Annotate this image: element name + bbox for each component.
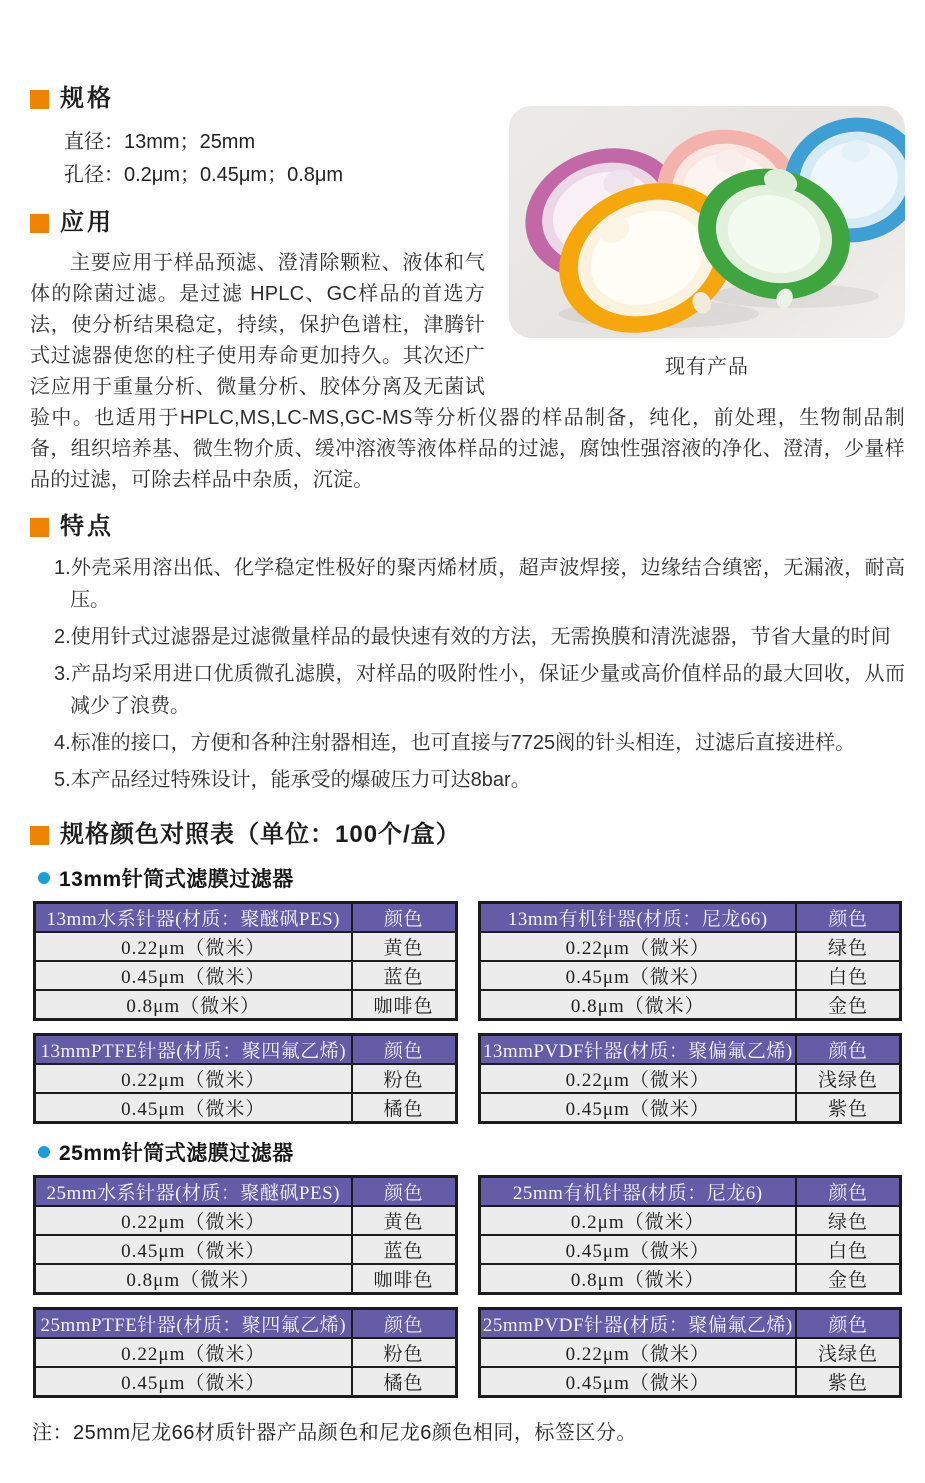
color-cell: 浅绿色 (796, 1338, 900, 1367)
table-row (35, 932, 457, 961)
table-row (479, 932, 901, 961)
spec-line-diameter: 直径：13mm；25mm (64, 131, 256, 153)
spec-line-pore: 孔径：0.2μm；0.45μm；0.8μm (64, 164, 344, 186)
color-cell: 橘色 (352, 1367, 456, 1397)
color-header-cell: 颜色 (796, 1309, 900, 1339)
spec-cell: 0.45μm（微米） (35, 1367, 352, 1397)
table-row (479, 1093, 901, 1123)
color-table (478, 1307, 903, 1398)
color-cell: 紫色 (796, 1093, 900, 1123)
color-header-cell: 颜色 (352, 903, 456, 933)
color-table (478, 1033, 903, 1124)
spec-cell: 0.2μm（微米） (479, 1206, 796, 1235)
table-header-row (35, 1035, 457, 1065)
tables-grid-13mm (33, 901, 902, 1124)
spec-cell: 0.45μm（微米） (479, 1235, 796, 1264)
spec-cell: 0.22μm（微米） (35, 1338, 352, 1367)
table-title-cell: 13mm水系针器(材质：聚醚砜PES) (35, 903, 352, 933)
spec-cell: 0.22μm（微米） (479, 1064, 796, 1093)
catalog-group-13mm (30, 863, 905, 1124)
table-row (35, 1093, 457, 1123)
syringe-filters-illustration (509, 106, 905, 338)
spec-cell: 0.22μm（微米） (35, 1064, 352, 1093)
spec-cell: 0.45μm（微米） (35, 961, 352, 990)
catalog-section-heading (30, 820, 905, 850)
table-header-row (35, 1309, 457, 1339)
product-photo-caption: 现有产品 (665, 356, 749, 378)
color-cell: 蓝色 (352, 1235, 456, 1264)
color-header-cell: 颜色 (796, 1177, 900, 1207)
table-header-row (479, 903, 901, 933)
table-row (35, 1338, 457, 1367)
subsection-heading-25mm (38, 1137, 905, 1167)
catalog-title: 规格颜色对照表（单位：100个/盒） (60, 821, 461, 848)
footnote: 注：25mm尼龙66材质针器产品颜色和尼龙6颜色相同，标签区分。 (32, 1422, 637, 1444)
color-cell: 金色 (796, 990, 900, 1020)
product-photo (509, 106, 905, 338)
color-cell: 橘色 (352, 1093, 456, 1123)
spec-cell: 0.22μm（微米） (35, 1206, 352, 1235)
table-row (479, 1367, 901, 1397)
table-title-cell: 25mmPTFE针器(材质：聚四氟乙烯) (35, 1309, 352, 1339)
color-cell: 黄色 (352, 932, 456, 961)
spec-cell: 0.8μm（微米） (479, 1264, 796, 1294)
table-row (35, 1235, 457, 1264)
catalog-group-25mm (30, 1137, 905, 1398)
spec-cell: 0.22μm（微米） (479, 1338, 796, 1367)
table-row (35, 961, 457, 990)
orange-square-icon (30, 214, 49, 233)
table-header-row (35, 903, 457, 933)
color-header-cell: 颜色 (796, 1035, 900, 1065)
table-row (479, 1064, 901, 1093)
table-row (479, 1206, 901, 1235)
table-row (479, 961, 901, 990)
table-title-cell: 25mm有机针器(材质：尼龙6) (479, 1177, 796, 1207)
table-header-row (479, 1309, 901, 1339)
table-row (35, 1064, 457, 1093)
blue-dot-icon (38, 1146, 50, 1158)
tables-grid-25mm (33, 1175, 902, 1398)
feature-item: 5.本产品经过特殊设计，能承受的爆破压力可达8bar。 (54, 769, 531, 791)
orange-square-icon (30, 826, 49, 845)
color-cell: 绿色 (796, 932, 900, 961)
spec-cell: 0.8μm（微米） (479, 990, 796, 1020)
blue-dot-icon (38, 872, 50, 884)
table-row (479, 1264, 901, 1294)
product-datasheet-page (0, 84, 925, 1445)
color-cell: 咖啡色 (352, 990, 456, 1020)
table-header-row (35, 1177, 457, 1207)
color-cell: 浅绿色 (796, 1064, 900, 1093)
spec-cell: 0.45μm（微米） (479, 961, 796, 990)
color-table (478, 1175, 903, 1295)
feature-item: 3.产品均采用进口优质微孔滤膜，对样品的吸附性小，保证少量或高价值样品的最大回收，从而减少了浪费。 (54, 663, 905, 717)
table-row (479, 1235, 901, 1264)
table-row (35, 1367, 457, 1397)
application-paragraph: 主要应用于样品预滤、澄清除颗粒、液体和气体的除菌过滤。是过滤 HPLC、GC样品的首选方法，使分析结果稳定，持续，保护色谱柱，津腾针式过滤器使您的柱子使用寿命更加持久。其次还广泛应用于重量分析、微量分析、胶体分离及无菌试验中。也适用于HPLC,MS,LC-MS,GC-MS等分析仪器的样品制备，纯化，前处理，生物制品制备，组织培养基、微生物介质、缓冲溶液等液体样品的过滤，腐蚀性强溶液的净化、澄清，少量样品的过滤，可除去样品中杂质，沉淀。 (30, 252, 905, 491)
subsection-title: 13mm针筒式滤膜过滤器 (59, 868, 294, 891)
spec-cell: 0.45μm（微米） (35, 1235, 352, 1264)
spec-cell: 0.8μm（微米） (35, 1264, 352, 1294)
color-cell: 金色 (796, 1264, 900, 1294)
color-cell: 白色 (796, 961, 900, 990)
subsection-heading-13mm (38, 863, 905, 893)
spec-cell: 0.8μm（微米） (35, 990, 352, 1020)
table-title-cell: 13mmPVDF针器(材质：聚偏氟乙烯) (479, 1035, 796, 1065)
application-section-heading (30, 208, 485, 238)
spec-cell: 0.22μm（微米） (479, 932, 796, 961)
color-cell: 紫色 (796, 1367, 900, 1397)
features-section-heading (30, 512, 905, 542)
table-title-cell: 25mmPVDF针器(材质：聚偏氟乙烯) (479, 1309, 796, 1339)
color-table (33, 1307, 458, 1398)
spec-cell: 0.22μm（微米） (35, 932, 352, 961)
feature-item: 4.标准的接口，方便和各种注射器相连，也可直接与7725阀的针头相连，过滤后直接进样。 (54, 732, 856, 754)
color-cell: 粉色 (352, 1338, 456, 1367)
color-table (478, 901, 903, 1021)
color-cell: 蓝色 (352, 961, 456, 990)
color-header-cell: 颜色 (352, 1177, 456, 1207)
orange-square-icon (30, 518, 49, 537)
table-title-cell: 13mm有机针器(材质：尼龙66) (479, 903, 796, 933)
color-table (33, 1175, 458, 1295)
feature-item: 1.外壳采用溶出低、化学稳定性极好的聚丙烯材质，超声波焊接，边缘结合缜密，无漏液，耐高压。 (54, 557, 905, 611)
color-header-cell: 颜色 (796, 903, 900, 933)
color-table (33, 1033, 458, 1124)
table-row (35, 1206, 457, 1235)
subsection-title: 25mm针筒式滤膜过滤器 (59, 1142, 294, 1165)
spec-cell: 0.45μm（微米） (479, 1093, 796, 1123)
spec-cell: 0.45μm（微米） (35, 1093, 352, 1123)
color-cell: 黄色 (352, 1206, 456, 1235)
color-table (33, 901, 458, 1021)
color-cell: 白色 (796, 1235, 900, 1264)
color-cell: 粉色 (352, 1064, 456, 1093)
spec-cell: 0.45μm（微米） (479, 1367, 796, 1397)
orange-square-icon (30, 90, 49, 109)
table-row (35, 990, 457, 1020)
features-title: 特点 (60, 513, 114, 540)
feature-item: 2.使用针式过滤器是过滤微量样品的最快速有效的方法，无需换膜和清洗滤器，节省大量的时间 (54, 626, 891, 648)
color-cell: 咖啡色 (352, 1264, 456, 1294)
specs-section-heading (30, 84, 485, 114)
color-cell: 绿色 (796, 1206, 900, 1235)
color-header-cell: 颜色 (352, 1035, 456, 1065)
table-row (35, 1264, 457, 1294)
application-title: 应用 (60, 209, 114, 236)
features-list (30, 552, 905, 796)
table-header-row (479, 1177, 901, 1207)
product-photo-block (509, 106, 905, 379)
specs-title: 规格 (60, 85, 114, 112)
table-row (479, 1338, 901, 1367)
color-header-cell: 颜色 (352, 1309, 456, 1339)
table-row (479, 990, 901, 1020)
table-header-row (479, 1035, 901, 1065)
table-title-cell: 25mm水系针器(材质：聚醚砜PES) (35, 1177, 352, 1207)
table-title-cell: 13mmPTFE针器(材质：聚四氟乙烯) (35, 1035, 352, 1065)
